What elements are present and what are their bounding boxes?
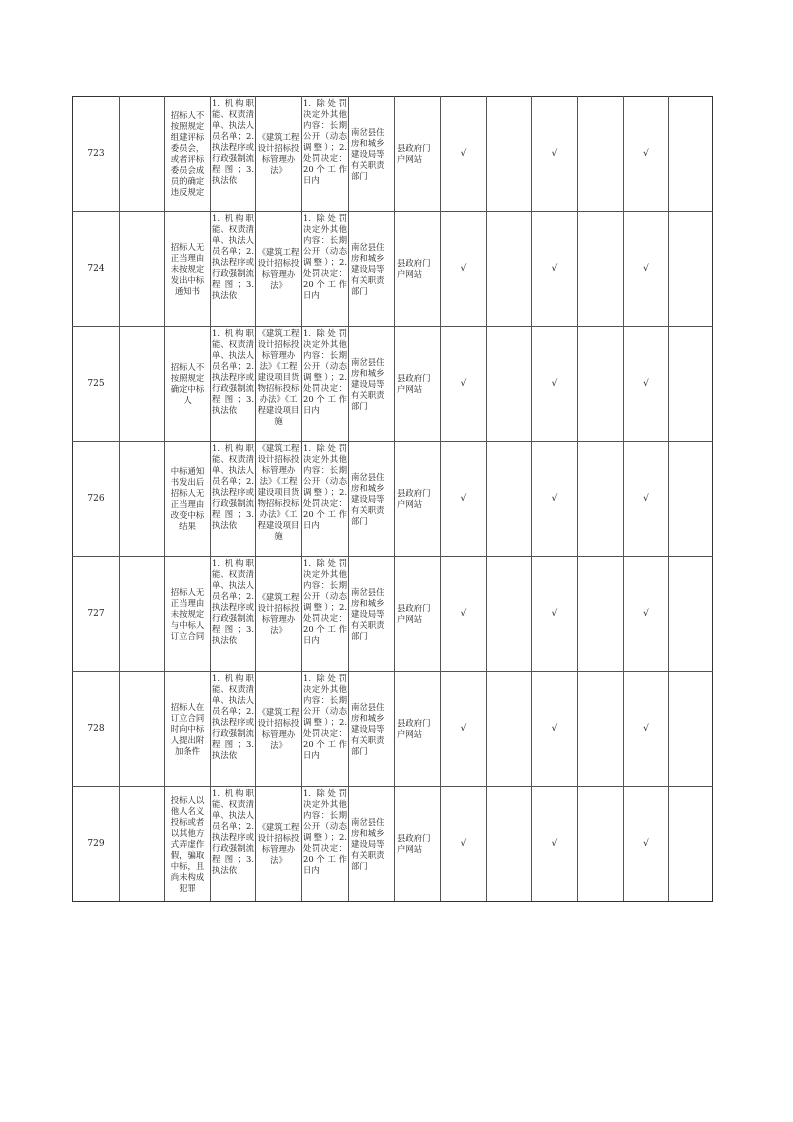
department-cell	[349, 327, 395, 442]
publish-time-cell	[302, 212, 349, 327]
violation-text: 招标人无正当理由未按规定发出中标通知书	[170, 241, 205, 296]
department-text: 南岔县住房和城乡建设局等有关职责部门	[351, 126, 385, 181]
channel-cell	[395, 212, 441, 327]
table-row	[73, 557, 713, 672]
channel-text: 县政府门户网站	[397, 258, 431, 279]
check-mark: √	[460, 379, 467, 389]
check-mark: √	[551, 264, 558, 274]
empty-cell	[669, 97, 713, 212]
check-cell	[532, 442, 578, 557]
publish-time-text: 1. 除处罚决定外其他内容：长期公开（动态调整）；2. 处罚决定：20个工作日内	[303, 787, 347, 875]
empty-cell	[578, 327, 624, 442]
department-cell	[349, 442, 395, 557]
table-row	[73, 212, 713, 327]
publish-time-cell	[302, 327, 349, 442]
department-text: 南岔县住房和城乡建设局等有关职责部门	[351, 816, 385, 871]
department-cell	[349, 787, 395, 902]
check-mark: √	[551, 494, 558, 504]
department-text: 南岔县住房和城乡建设局等有关职责部门	[351, 241, 385, 296]
check-cell	[624, 557, 669, 672]
law-text: 《建筑工程设计招标投标管理办法》	[257, 132, 300, 175]
empty-cell	[669, 442, 713, 557]
empty-cell	[120, 672, 165, 787]
check-cell	[441, 442, 487, 557]
empty-cell	[487, 327, 532, 442]
row-number: 726	[73, 442, 120, 557]
channel-text: 县政府门户网站	[397, 143, 431, 164]
row-number: 725	[73, 327, 120, 442]
check-cell	[441, 672, 487, 787]
law-text: 《建筑工程设计招标投标管理办法》《工程建设项目货物招标投标办法》《工程建设项目施	[257, 442, 300, 541]
empty-cell	[487, 787, 532, 902]
disclosure-basis-text: 1. 机构职能、权责清单、执法人员名单；2. 执法程序或行政强制流程图；3. 执法依	[212, 97, 254, 185]
channel-cell	[395, 557, 441, 672]
empty-cell	[120, 557, 165, 672]
publish-time-cell	[302, 672, 349, 787]
check-mark: √	[643, 149, 649, 159]
check-cell	[441, 212, 487, 327]
law-text: 《建筑工程设计招标投标管理办法》	[257, 822, 300, 865]
channel-text: 县政府门户网站	[397, 833, 431, 854]
basis-cell	[211, 672, 256, 787]
channel-cell	[395, 787, 441, 902]
channel-text: 县政府门户网站	[397, 603, 431, 624]
department-text: 南岔县住房和城乡建设局等有关职责部门	[351, 586, 385, 641]
channel-text: 县政府门户网站	[397, 488, 431, 509]
check-cell	[624, 672, 669, 787]
basis-cell	[211, 97, 256, 212]
check-mark: √	[460, 609, 467, 619]
violation-text: 招标人在订立合同时向中标人提出附加条件	[170, 701, 205, 756]
basis-cell	[211, 212, 256, 327]
empty-cell	[487, 557, 532, 672]
channel-text: 县政府门户网站	[397, 718, 431, 739]
empty-cell	[487, 672, 532, 787]
row-number: 723	[73, 97, 120, 212]
empty-cell	[669, 327, 713, 442]
table-row	[73, 787, 713, 902]
publish-time-text: 1. 除处罚决定外其他内容：长期公开（动态调整）；2. 处罚决定：20个工作日内	[303, 327, 347, 415]
violation-cell	[165, 97, 211, 212]
check-mark: √	[460, 494, 467, 504]
row-number: 729	[73, 787, 120, 902]
department-text: 南岔县住房和城乡建设局等有关职责部门	[351, 471, 385, 526]
law-cell	[256, 212, 302, 327]
disclosure-basis-text: 1. 机构职能、权责清单、执法人员名单；2. 执法程序或行政强制流程图；3. 执法依	[212, 557, 254, 645]
publish-time-cell	[302, 557, 349, 672]
publish-time-text: 1. 除处罚决定外其他内容：长期公开（动态调整）；2. 处罚决定：20个工作日内	[303, 212, 347, 300]
check-cell	[624, 212, 669, 327]
empty-cell	[669, 787, 713, 902]
channel-text: 县政府门户网站	[397, 373, 431, 394]
law-text: 《建筑工程设计招标投标管理办法》《工程建设项目货物招标投标办法》《工程建设项目施	[257, 327, 300, 426]
disclosure-table	[72, 96, 713, 902]
empty-cell	[578, 672, 624, 787]
empty-cell	[578, 212, 624, 327]
empty-cell	[487, 442, 532, 557]
law-text: 《建筑工程设计招标投标管理办法》	[257, 707, 300, 750]
empty-cell	[578, 557, 624, 672]
check-cell	[532, 212, 578, 327]
violation-text: 投标人以他人名义投标或者以其他方式弄虚作假，骗取中标，且尚未构成犯罪	[170, 794, 205, 893]
department-cell	[349, 97, 395, 212]
publish-time-cell	[302, 442, 349, 557]
check-mark: √	[643, 264, 649, 274]
check-mark: √	[551, 724, 558, 734]
empty-cell	[120, 212, 165, 327]
channel-cell	[395, 672, 441, 787]
department-text: 南岔县住房和城乡建设局等有关职责部门	[351, 701, 385, 756]
empty-cell	[120, 327, 165, 442]
channel-cell	[395, 442, 441, 557]
violation-cell	[165, 212, 211, 327]
check-cell	[441, 557, 487, 672]
check-cell	[441, 97, 487, 212]
check-cell	[532, 327, 578, 442]
empty-cell	[578, 787, 624, 902]
table-row	[73, 442, 713, 557]
check-cell	[532, 557, 578, 672]
check-mark: √	[551, 149, 558, 159]
table-row	[73, 672, 713, 787]
check-cell	[441, 787, 487, 902]
check-cell	[624, 97, 669, 212]
row-number: 728	[73, 672, 120, 787]
check-cell	[532, 787, 578, 902]
department-cell	[349, 212, 395, 327]
check-mark: √	[643, 609, 649, 619]
empty-cell	[578, 442, 624, 557]
department-cell	[349, 557, 395, 672]
empty-cell	[669, 212, 713, 327]
check-cell	[624, 442, 669, 557]
basis-cell	[211, 442, 256, 557]
check-mark: √	[643, 839, 649, 849]
channel-cell	[395, 327, 441, 442]
check-mark: √	[460, 149, 467, 159]
violation-text: 中标通知书发出后招标人无正当理由改变中标结果	[170, 466, 205, 531]
empty-cell	[669, 557, 713, 672]
row-number: 724	[73, 212, 120, 327]
disclosure-basis-text: 1. 机构职能、权责清单、执法人员名单；2. 执法程序或行政强制流程图；3. 执法依	[212, 672, 254, 760]
violation-text: 招标人不按照规定组建评标委员会，或者评标委员会成员的确定违反规定	[170, 110, 205, 197]
table-row	[73, 97, 713, 212]
row-number: 727	[73, 557, 120, 672]
basis-cell	[211, 557, 256, 672]
check-mark: √	[460, 839, 467, 849]
empty-cell	[578, 97, 624, 212]
publish-time-text: 1. 除处罚决定外其他内容：长期公开（动态调整）；2. 处罚决定：20个工作日内	[303, 97, 347, 185]
check-mark: √	[643, 494, 649, 504]
check-mark: √	[460, 264, 467, 274]
empty-cell	[487, 212, 532, 327]
check-mark: √	[643, 724, 649, 734]
check-cell	[624, 787, 669, 902]
disclosure-basis-text: 1. 机构职能、权责清单、执法人员名单；2. 执法程序或行政强制流程图；3. 执法依	[212, 787, 254, 875]
violation-text: 招标人无正当理由未按规定与中标人订立合同	[170, 586, 205, 641]
check-mark: √	[460, 724, 467, 734]
publish-time-cell	[302, 97, 349, 212]
law-cell	[256, 672, 302, 787]
law-cell	[256, 787, 302, 902]
empty-cell	[120, 787, 165, 902]
law-cell	[256, 97, 302, 212]
channel-cell	[395, 97, 441, 212]
check-mark: √	[643, 379, 649, 389]
violation-cell	[165, 442, 211, 557]
law-text: 《建筑工程设计招标投标管理办法》	[257, 247, 300, 290]
law-text: 《建筑工程设计招标投标管理办法》	[257, 592, 300, 635]
publish-time-text: 1. 除处罚决定外其他内容：长期公开（动态调整）；2. 处罚决定：20个工作日内	[303, 557, 347, 645]
violation-cell	[165, 672, 211, 787]
violation-cell	[165, 787, 211, 902]
empty-cell	[487, 97, 532, 212]
disclosure-basis-text: 1. 机构职能、权责清单、执法人员名单；2. 执法程序或行政强制流程图；3. 执法依	[212, 442, 254, 530]
check-mark: √	[551, 609, 558, 619]
violation-cell	[165, 557, 211, 672]
empty-cell	[669, 672, 713, 787]
law-cell	[256, 557, 302, 672]
check-mark: √	[551, 379, 558, 389]
basis-cell	[211, 327, 256, 442]
check-cell	[624, 327, 669, 442]
law-cell	[256, 442, 302, 557]
department-cell	[349, 672, 395, 787]
disclosure-basis-text: 1. 机构职能、权责清单、执法人员名单；2. 执法程序或行政强制流程图；3. 执法依	[212, 327, 254, 415]
empty-cell	[120, 97, 165, 212]
check-mark: √	[551, 839, 558, 849]
publish-time-text: 1. 除处罚决定外其他内容：长期公开（动态调整）；2. 处罚决定：20个工作日内	[303, 672, 347, 760]
violation-cell	[165, 327, 211, 442]
department-text: 南岔县住房和城乡建设局等有关职责部门	[351, 356, 385, 411]
check-cell	[441, 327, 487, 442]
basis-cell	[211, 787, 256, 902]
law-cell	[256, 327, 302, 442]
check-cell	[532, 672, 578, 787]
empty-cell	[120, 442, 165, 557]
violation-text: 招标人不按照规定确定中标人	[170, 362, 205, 405]
check-cell	[532, 97, 578, 212]
publish-time-text: 1. 除处罚决定外其他内容：长期公开（动态调整）；2. 处罚决定：20个工作日内	[303, 442, 347, 530]
table-row	[73, 327, 713, 442]
disclosure-basis-text: 1. 机构职能、权责清单、执法人员名单；2. 执法程序或行政强制流程图；3. 执法依	[212, 212, 254, 300]
publish-time-cell	[302, 787, 349, 902]
